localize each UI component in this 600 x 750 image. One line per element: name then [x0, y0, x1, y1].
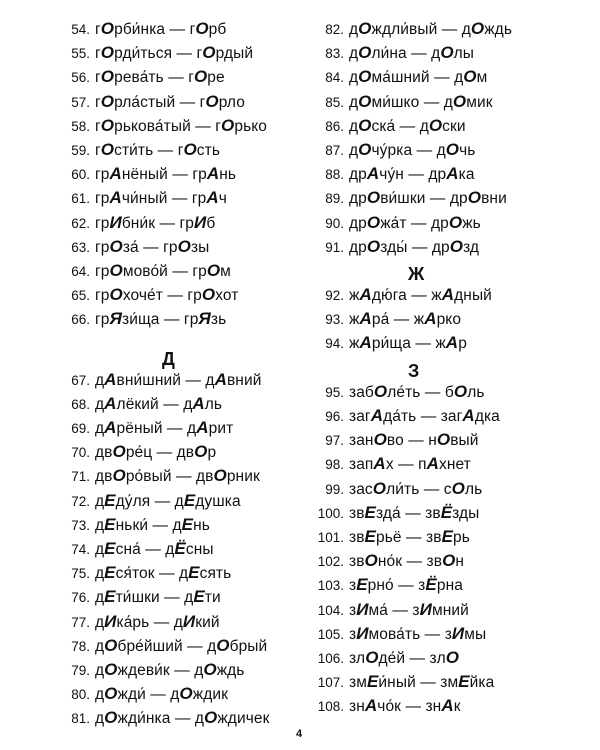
entry-words: занОво — нОвый — [349, 430, 479, 450]
entry-number: 97. — [325, 433, 344, 449]
entry-words: дОли́на — дОлы — [349, 43, 475, 63]
entry-words: грАчи́ный — грАч — [95, 188, 227, 208]
word-pair-entry — [66, 188, 270, 212]
word-pair-entry — [316, 454, 512, 478]
word-pair-entry — [316, 67, 512, 91]
word-pair-entry — [66, 116, 270, 140]
entry-number: 56. — [71, 70, 90, 86]
word-pair-entry — [316, 406, 512, 430]
entry-number: 59. — [71, 142, 90, 158]
left-word-column — [66, 19, 270, 732]
entry-words: дЕсна́ — дЁсны — [95, 538, 214, 558]
word-pair-entry — [66, 466, 270, 490]
entry-number: 94. — [325, 336, 344, 352]
word-pair-entry — [316, 309, 512, 333]
section-heading-zh: Ж — [408, 264, 425, 285]
word-pair-entry — [316, 116, 512, 140]
entry-number: 75. — [71, 566, 90, 582]
word-pair-entry — [66, 140, 270, 164]
entry-number: 67. — [71, 372, 90, 388]
entry-words: дрОви́шки — дрОвни — [349, 188, 507, 208]
word-pair-entry — [316, 164, 512, 188]
word-pair-entry — [316, 527, 512, 551]
entry-number: 76. — [71, 590, 90, 606]
entry-number: 96. — [325, 409, 344, 424]
entry-words: дАвни́шний — дАвний — [95, 369, 262, 389]
entry-words: зИмова́ть — зИмы — [349, 623, 487, 643]
entry-number: 62. — [71, 215, 90, 231]
entry-words: дОчу́рка — дОчь — [349, 139, 476, 159]
word-pair-entry — [316, 672, 512, 696]
word-pair-entry — [66, 237, 270, 261]
word-pair-entry — [66, 418, 270, 442]
section-heading-d: Д — [162, 348, 175, 369]
entry-words: злОде́й — злО — [349, 647, 460, 667]
word-pair-entry — [66, 285, 270, 309]
word-pair-entry — [66, 587, 270, 611]
entry-words: грЯзи́ща — грЯзь — [95, 309, 227, 329]
entry-words: гОрева́ть — гОре — [95, 67, 225, 87]
entry-words: грОхоче́т — грОхот — [95, 285, 239, 305]
entry-number: 91. — [325, 239, 344, 255]
entry-words: дАрёный — дАрит — [95, 418, 234, 437]
word-pair-entry — [66, 43, 270, 67]
entry-words: жАри́ща — жАр — [349, 333, 467, 353]
entry-number: 58. — [71, 118, 90, 134]
word-pair-entry — [316, 237, 512, 261]
entry-words: дЕти́шки — дЕти — [95, 587, 221, 607]
entry-words: жАра́ — жАрко — [349, 309, 462, 329]
entry-number: 92. — [325, 288, 344, 304]
entry-words: звОно́к — звОн — [349, 551, 465, 571]
word-pair-entry — [66, 491, 270, 515]
entry-number: 82. — [325, 22, 344, 37]
entry-words: дОжди́нка — дОждичек — [95, 708, 270, 728]
word-pair-entry — [66, 612, 270, 636]
word-pair-entry — [316, 624, 512, 648]
word-pair-entry — [66, 164, 270, 188]
word-pair-entry — [316, 696, 512, 720]
word-pair-entry — [316, 333, 512, 357]
entry-words: дЕньки́ — дЕнь — [95, 514, 210, 534]
entry-words: грИбни́к — грИб — [95, 212, 216, 232]
word-pair-entry — [66, 539, 270, 563]
word-pair-entry — [66, 708, 270, 732]
entry-words: дрОжа́т — дрОжь — [349, 212, 481, 232]
entry-words: дАлёкий — дАль — [95, 393, 223, 413]
entry-words: дОждеви́к — дОждь — [95, 659, 245, 679]
entry-words: дОска́ — дОски — [349, 115, 466, 135]
word-pair-entry — [66, 394, 270, 418]
entry-number: 77. — [71, 614, 90, 630]
entry-number: 68. — [71, 396, 90, 412]
entry-number: 108. — [317, 699, 344, 715]
entry-words: зЕрно́ — зЁрна — [349, 575, 463, 595]
entry-number: 87. — [325, 142, 344, 158]
entry-number: 100. — [317, 505, 344, 521]
entry-number: 103. — [317, 578, 344, 594]
entry-words: дИка́рь — дИкий — [95, 611, 220, 631]
word-pair-entry — [316, 503, 512, 527]
entry-number: 106. — [317, 650, 344, 666]
word-pair-entry — [316, 19, 512, 43]
word-pair-entry — [66, 67, 270, 91]
entry-words: дЕся́ток — дЕсять — [95, 563, 232, 583]
word-pair-entry — [316, 648, 512, 672]
entry-number: 72. — [71, 493, 90, 509]
entry-words: дрОзды́ — дрОзд — [349, 236, 480, 256]
word-pair-entry — [316, 479, 512, 503]
entry-words: зИма́ — зИмний — [349, 599, 469, 619]
word-pair-entry — [66, 19, 270, 43]
word-pair-entry — [66, 309, 270, 333]
entry-words: засОли́ть — сОль — [349, 478, 483, 498]
entry-words: грОмово́й — грОм — [95, 260, 231, 280]
word-pair-entry — [66, 442, 270, 466]
entry-words: гОсти́ть — гОсть — [95, 139, 221, 159]
word-pair-entry — [316, 285, 512, 309]
word-pair-entry — [66, 261, 270, 285]
entry-words: гОрди́ться — гОрдый — [95, 43, 254, 63]
entry-number: 60. — [71, 167, 90, 183]
entry-words: звЕзда́ — звЁзды — [349, 502, 480, 522]
entry-number: 73. — [71, 517, 90, 533]
entry-words: знАчо́к — знАк — [349, 696, 461, 716]
entry-number: 85. — [325, 94, 344, 110]
entry-number: 83. — [325, 46, 344, 62]
entry-number: 81. — [71, 711, 90, 727]
word-pair-entry — [316, 600, 512, 624]
word-pair-entry — [316, 43, 512, 67]
entry-number: 105. — [317, 626, 344, 642]
entry-words: забОле́ть — бОль — [349, 381, 485, 401]
word-pair-entry — [66, 370, 270, 394]
word-pair-entry — [66, 660, 270, 684]
entry-number: 107. — [317, 675, 344, 691]
entry-number: 70. — [71, 445, 90, 461]
entry-words: запАх — пАхнет — [349, 454, 471, 474]
entry-number: 61. — [71, 191, 90, 207]
entry-words: дОбре́йший — дОбрый — [95, 635, 268, 655]
entry-number: 95. — [325, 384, 344, 400]
word-pair-entry — [316, 430, 512, 454]
entry-number: 71. — [71, 469, 90, 485]
entry-words: грАнёный — грАнь — [95, 164, 237, 184]
entry-words: дОждли́вый — дОждь — [349, 19, 513, 38]
entry-number: 98. — [325, 457, 344, 473]
entry-words: дОжди́ — дОждик — [95, 684, 229, 704]
entry-words: дОма́шний — дОм — [349, 67, 488, 87]
entry-number: 90. — [325, 215, 344, 231]
page-number: 4 — [296, 728, 303, 740]
word-pair-entry — [66, 636, 270, 660]
entry-number: 86. — [325, 118, 344, 134]
entry-words: загАда́ть — загАдка — [349, 406, 500, 425]
word-pair-entry — [316, 92, 512, 116]
entry-words: дрАчу́н — дрАка — [349, 164, 475, 184]
entry-words: двОро́вый — двОрник — [95, 466, 260, 486]
entry-number: 101. — [317, 529, 344, 545]
entry-words: гОрби́нка — гОрб — [95, 19, 227, 38]
entry-number: 66. — [71, 312, 90, 328]
word-pair-entry — [316, 188, 512, 212]
entry-number: 79. — [71, 662, 90, 678]
entry-number: 104. — [317, 602, 344, 618]
entry-words: дЕду́ля — дЕдушка — [95, 490, 241, 510]
entry-number: 57. — [71, 94, 90, 110]
word-pair-entry — [66, 92, 270, 116]
entry-words: гОрькова́тый — гОрько — [95, 115, 268, 135]
entry-number: 64. — [71, 263, 90, 279]
entry-number: 54. — [71, 22, 90, 37]
entry-words: гОрла́стый — гОрло — [95, 91, 245, 111]
word-pair-entry — [316, 213, 512, 237]
entry-number: 102. — [317, 554, 344, 570]
entry-number: 84. — [325, 70, 344, 86]
right-word-column — [316, 19, 512, 720]
entry-number: 80. — [71, 687, 90, 703]
entry-number: 69. — [71, 421, 90, 436]
word-pair-entry — [316, 551, 512, 575]
entry-number: 55. — [71, 46, 90, 62]
section-heading-z: З — [408, 360, 420, 381]
entry-words: двОре́ц — двОр — [95, 442, 217, 462]
word-pair-entry — [66, 213, 270, 237]
entry-number: 65. — [71, 288, 90, 304]
entry-words: змЕи́ный — змЕйка — [349, 672, 495, 692]
entry-number: 63. — [71, 239, 90, 255]
entry-number: 93. — [325, 312, 344, 328]
word-pair-entry — [316, 575, 512, 599]
word-pair-entry — [66, 684, 270, 708]
word-pair-entry — [66, 515, 270, 539]
entry-words: грОза́ — грОзы — [95, 236, 210, 256]
entry-number: 78. — [71, 638, 90, 654]
entry-words: дОми́шко — дОмик — [349, 91, 493, 111]
entry-words: жАдю́га — жАдный — [349, 285, 492, 305]
word-pair-entry — [316, 382, 512, 406]
entry-words: звЕрьё — звЕрь — [349, 526, 470, 546]
word-pair-entry — [316, 140, 512, 164]
word-pair-entry — [66, 563, 270, 587]
entry-number: 74. — [71, 541, 90, 557]
entry-number: 88. — [325, 167, 344, 183]
entry-number: 99. — [325, 481, 344, 497]
entry-number: 89. — [325, 191, 344, 207]
